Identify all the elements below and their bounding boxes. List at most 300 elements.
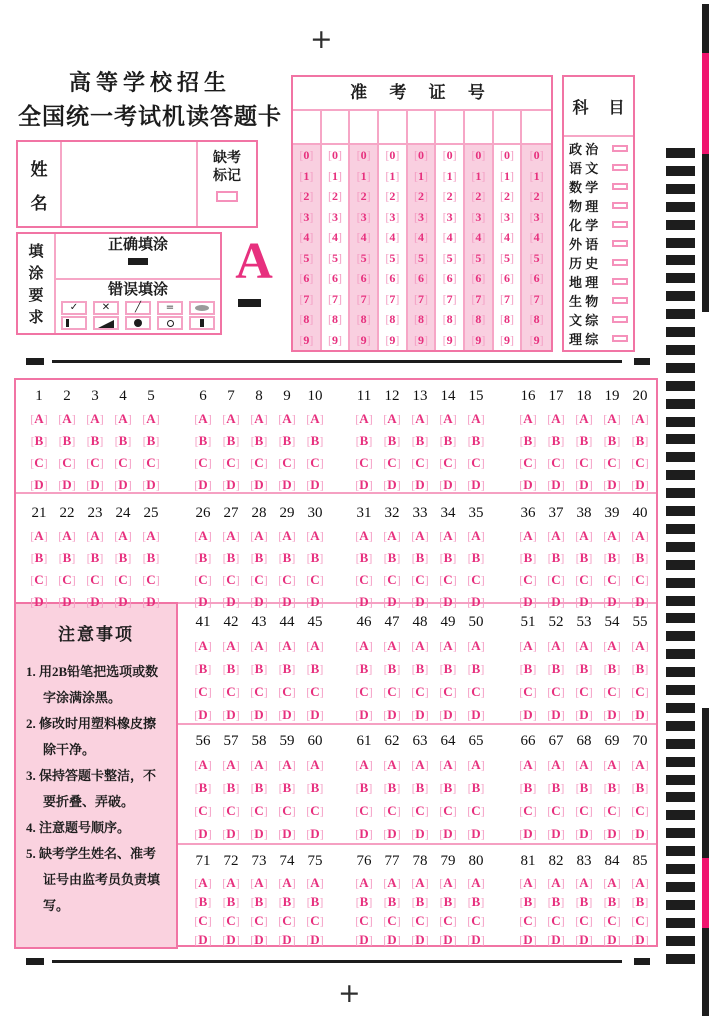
option-bubble[interactable] <box>575 411 592 426</box>
digit-bubble[interactable] <box>357 169 371 183</box>
digit-bubble[interactable] <box>357 251 371 265</box>
option-bubble[interactable] <box>142 455 159 470</box>
option-bubble[interactable] <box>604 894 621 909</box>
option-bubble[interactable] <box>603 594 620 609</box>
option-bubble[interactable] <box>575 684 592 699</box>
option-bubble[interactable] <box>631 707 648 722</box>
digit-bubble[interactable] <box>471 312 485 326</box>
option-bubble[interactable] <box>439 875 456 890</box>
option-bubble[interactable] <box>520 550 537 565</box>
option-bubble[interactable] <box>575 572 592 587</box>
digit-bubble[interactable] <box>530 189 544 203</box>
option-bubble[interactable] <box>467 826 484 841</box>
subject-bubble[interactable] <box>612 164 628 171</box>
option-bubble[interactable] <box>411 528 428 543</box>
option-bubble[interactable] <box>520 780 537 795</box>
option-bubble[interactable] <box>30 572 47 587</box>
option-bubble[interactable] <box>355 913 372 928</box>
option-bubble[interactable] <box>250 572 267 587</box>
digit-bubble[interactable] <box>443 210 457 224</box>
option-bubble[interactable] <box>250 684 267 699</box>
option-bubble[interactable] <box>86 411 103 426</box>
option-bubble[interactable] <box>631 826 648 841</box>
option-bubble[interactable] <box>519 528 536 543</box>
option-bubble[interactable] <box>142 594 159 609</box>
option-bubble[interactable] <box>142 411 159 426</box>
option-bubble[interactable] <box>222 638 239 653</box>
option-bubble[interactable] <box>439 594 456 609</box>
option-bubble[interactable] <box>194 572 211 587</box>
option-bubble[interactable] <box>412 433 429 448</box>
option-bubble[interactable] <box>383 803 400 818</box>
digit-bubble[interactable] <box>500 189 514 203</box>
digit-bubble[interactable] <box>414 292 428 306</box>
option-bubble[interactable] <box>355 684 372 699</box>
digit-bubble[interactable] <box>385 271 399 285</box>
option-bubble[interactable] <box>547 803 564 818</box>
option-bubble[interactable] <box>467 913 484 928</box>
digit-bubble[interactable] <box>443 148 457 162</box>
digit-bubble[interactable] <box>385 230 399 244</box>
option-bubble[interactable] <box>59 550 76 565</box>
option-bubble[interactable] <box>467 572 484 587</box>
digit-bubble[interactable] <box>471 251 485 265</box>
digit-bubble[interactable] <box>500 312 514 326</box>
option-bubble[interactable] <box>143 433 160 448</box>
option-bubble[interactable] <box>278 913 295 928</box>
digit-bubble[interactable] <box>443 169 457 183</box>
option-bubble[interactable] <box>547 684 564 699</box>
option-bubble[interactable] <box>603 684 620 699</box>
option-bubble[interactable] <box>306 572 323 587</box>
option-bubble[interactable] <box>412 894 429 909</box>
ticket-digit-writein-cell[interactable] <box>408 111 435 145</box>
option-bubble[interactable] <box>356 661 373 676</box>
option-bubble[interactable] <box>383 932 400 947</box>
option-bubble[interactable] <box>194 638 211 653</box>
option-bubble[interactable] <box>383 875 400 890</box>
option-bubble[interactable] <box>278 757 295 772</box>
option-bubble[interactable] <box>467 757 484 772</box>
option-bubble[interactable] <box>383 455 400 470</box>
option-bubble[interactable] <box>222 528 239 543</box>
option-bubble[interactable] <box>631 455 648 470</box>
digit-bubble[interactable] <box>500 333 514 347</box>
option-bubble[interactable] <box>307 780 324 795</box>
option-bubble[interactable] <box>251 550 268 565</box>
digit-bubble[interactable] <box>357 210 371 224</box>
digit-bubble[interactable] <box>385 148 399 162</box>
option-bubble[interactable] <box>58 528 75 543</box>
option-bubble[interactable] <box>383 594 400 609</box>
option-bubble[interactable] <box>30 594 47 609</box>
digit-bubble[interactable] <box>328 271 342 285</box>
option-bubble[interactable] <box>194 932 211 947</box>
digit-bubble[interactable] <box>500 148 514 162</box>
option-bubble[interactable] <box>279 780 296 795</box>
option-bubble[interactable] <box>194 594 211 609</box>
option-bubble[interactable] <box>355 875 372 890</box>
option-bubble[interactable] <box>411 932 428 947</box>
option-bubble[interactable] <box>115 433 132 448</box>
option-bubble[interactable] <box>31 433 48 448</box>
option-bubble[interactable] <box>222 932 239 947</box>
option-bubble[interactable] <box>278 594 295 609</box>
digit-bubble[interactable] <box>471 230 485 244</box>
option-bubble[interactable] <box>222 826 239 841</box>
option-bubble[interactable] <box>603 477 620 492</box>
option-bubble[interactable] <box>384 780 401 795</box>
option-bubble[interactable] <box>468 661 485 676</box>
option-bubble[interactable] <box>222 411 239 426</box>
option-bubble[interactable] <box>222 455 239 470</box>
digit-bubble[interactable] <box>414 333 428 347</box>
option-bubble[interactable] <box>355 572 372 587</box>
option-bubble[interactable] <box>631 913 648 928</box>
digit-bubble[interactable] <box>299 189 313 203</box>
digit-bubble[interactable] <box>357 271 371 285</box>
option-bubble[interactable] <box>631 477 648 492</box>
option-bubble[interactable] <box>86 594 103 609</box>
option-bubble[interactable] <box>547 594 564 609</box>
option-bubble[interactable] <box>250 803 267 818</box>
option-bubble[interactable] <box>547 477 564 492</box>
option-bubble[interactable] <box>548 894 565 909</box>
option-bubble[interactable] <box>30 455 47 470</box>
option-bubble[interactable] <box>411 757 428 772</box>
digit-bubble[interactable] <box>443 312 457 326</box>
digit-bubble[interactable] <box>471 189 485 203</box>
option-bubble[interactable] <box>306 684 323 699</box>
digit-bubble[interactable] <box>471 169 485 183</box>
option-bubble[interactable] <box>114 455 131 470</box>
option-bubble[interactable] <box>114 477 131 492</box>
option-bubble[interactable] <box>250 707 267 722</box>
digit-bubble[interactable] <box>443 251 457 265</box>
option-bubble[interactable] <box>603 803 620 818</box>
option-bubble[interactable] <box>86 572 103 587</box>
option-bubble[interactable] <box>58 411 75 426</box>
digit-bubble[interactable] <box>530 230 544 244</box>
option-bubble[interactable] <box>250 875 267 890</box>
option-bubble[interactable] <box>279 661 296 676</box>
option-bubble[interactable] <box>632 780 649 795</box>
option-bubble[interactable] <box>604 550 621 565</box>
option-bubble[interactable] <box>223 780 240 795</box>
option-bubble[interactable] <box>87 433 104 448</box>
name-input-area[interactable] <box>62 142 196 226</box>
option-bubble[interactable] <box>603 757 620 772</box>
option-bubble[interactable] <box>355 638 372 653</box>
option-bubble[interactable] <box>547 638 564 653</box>
option-bubble[interactable] <box>467 455 484 470</box>
option-bubble[interactable] <box>547 757 564 772</box>
option-bubble[interactable] <box>383 684 400 699</box>
digit-bubble[interactable] <box>500 210 514 224</box>
option-bubble[interactable] <box>195 780 212 795</box>
option-bubble[interactable] <box>547 913 564 928</box>
option-bubble[interactable] <box>194 757 211 772</box>
option-bubble[interactable] <box>575 913 592 928</box>
option-bubble[interactable] <box>58 455 75 470</box>
option-bubble[interactable] <box>603 528 620 543</box>
option-bubble[interactable] <box>439 411 456 426</box>
option-bubble[interactable] <box>411 803 428 818</box>
option-bubble[interactable] <box>519 594 536 609</box>
option-bubble[interactable] <box>194 707 211 722</box>
option-bubble[interactable] <box>86 528 103 543</box>
option-bubble[interactable] <box>307 661 324 676</box>
option-bubble[interactable] <box>411 477 428 492</box>
option-bubble[interactable] <box>306 707 323 722</box>
digit-bubble[interactable] <box>299 271 313 285</box>
option-bubble[interactable] <box>222 707 239 722</box>
option-bubble[interactable] <box>439 913 456 928</box>
option-bubble[interactable] <box>632 433 649 448</box>
option-bubble[interactable] <box>439 684 456 699</box>
option-bubble[interactable] <box>440 894 457 909</box>
option-bubble[interactable] <box>278 826 295 841</box>
option-bubble[interactable] <box>547 932 564 947</box>
option-bubble[interactable] <box>250 826 267 841</box>
digit-bubble[interactable] <box>357 292 371 306</box>
subject-bubble[interactable] <box>612 183 628 190</box>
option-bubble[interactable] <box>411 913 428 928</box>
option-bubble[interactable] <box>250 757 267 772</box>
subject-bubble[interactable] <box>612 145 628 152</box>
option-bubble[interactable] <box>383 638 400 653</box>
digit-bubble[interactable] <box>530 169 544 183</box>
option-bubble[interactable] <box>143 550 160 565</box>
digit-bubble[interactable] <box>500 271 514 285</box>
option-bubble[interactable] <box>632 661 649 676</box>
option-bubble[interactable] <box>114 411 131 426</box>
option-bubble[interactable] <box>355 757 372 772</box>
option-bubble[interactable] <box>631 411 648 426</box>
option-bubble[interactable] <box>411 411 428 426</box>
digit-bubble[interactable] <box>299 230 313 244</box>
option-bubble[interactable] <box>278 875 295 890</box>
option-bubble[interactable] <box>30 477 47 492</box>
option-bubble[interactable] <box>576 894 593 909</box>
digit-bubble[interactable] <box>471 210 485 224</box>
option-bubble[interactable] <box>467 528 484 543</box>
option-bubble[interactable] <box>114 528 131 543</box>
option-bubble[interactable] <box>467 638 484 653</box>
option-bubble[interactable] <box>306 638 323 653</box>
option-bubble[interactable] <box>355 411 372 426</box>
option-bubble[interactable] <box>519 477 536 492</box>
digit-bubble[interactable] <box>471 148 485 162</box>
digit-bubble[interactable] <box>385 210 399 224</box>
option-bubble[interactable] <box>86 455 103 470</box>
digit-bubble[interactable] <box>357 189 371 203</box>
option-bubble[interactable] <box>440 661 457 676</box>
option-bubble[interactable] <box>355 594 372 609</box>
digit-bubble[interactable] <box>328 333 342 347</box>
option-bubble[interactable] <box>222 477 239 492</box>
option-bubble[interactable] <box>355 455 372 470</box>
option-bubble[interactable] <box>603 638 620 653</box>
option-bubble[interactable] <box>575 455 592 470</box>
digit-bubble[interactable] <box>414 251 428 265</box>
option-bubble[interactable] <box>632 894 649 909</box>
option-bubble[interactable] <box>468 780 485 795</box>
option-bubble[interactable] <box>439 477 456 492</box>
option-bubble[interactable] <box>223 433 240 448</box>
option-bubble[interactable] <box>519 913 536 928</box>
option-bubble[interactable] <box>439 572 456 587</box>
option-bubble[interactable] <box>194 455 211 470</box>
subject-bubble[interactable] <box>612 202 628 209</box>
option-bubble[interactable] <box>519 572 536 587</box>
option-bubble[interactable] <box>58 594 75 609</box>
option-bubble[interactable] <box>194 411 211 426</box>
option-bubble[interactable] <box>411 875 428 890</box>
digit-bubble[interactable] <box>530 312 544 326</box>
option-bubble[interactable] <box>223 894 240 909</box>
option-bubble[interactable] <box>279 894 296 909</box>
digit-bubble[interactable] <box>328 292 342 306</box>
option-bubble[interactable] <box>142 528 159 543</box>
digit-bubble[interactable] <box>328 169 342 183</box>
option-bubble[interactable] <box>194 875 211 890</box>
option-bubble[interactable] <box>383 913 400 928</box>
option-bubble[interactable] <box>411 638 428 653</box>
option-bubble[interactable] <box>547 572 564 587</box>
digit-bubble[interactable] <box>328 189 342 203</box>
option-bubble[interactable] <box>307 894 324 909</box>
digit-bubble[interactable] <box>500 169 514 183</box>
option-bubble[interactable] <box>575 638 592 653</box>
option-bubble[interactable] <box>306 826 323 841</box>
option-bubble[interactable] <box>547 455 564 470</box>
option-bubble[interactable] <box>384 550 401 565</box>
option-bubble[interactable] <box>520 894 537 909</box>
option-bubble[interactable] <box>195 661 212 676</box>
option-bubble[interactable] <box>222 913 239 928</box>
option-bubble[interactable] <box>278 411 295 426</box>
option-bubble[interactable] <box>440 780 457 795</box>
option-bubble[interactable] <box>439 757 456 772</box>
option-bubble[interactable] <box>307 550 324 565</box>
option-bubble[interactable] <box>575 477 592 492</box>
option-bubble[interactable] <box>412 661 429 676</box>
digit-bubble[interactable] <box>328 230 342 244</box>
digit-bubble[interactable] <box>357 230 371 244</box>
option-bubble[interactable] <box>547 826 564 841</box>
option-bubble[interactable] <box>306 455 323 470</box>
option-bubble[interactable] <box>195 433 212 448</box>
option-bubble[interactable] <box>223 550 240 565</box>
digit-bubble[interactable] <box>471 333 485 347</box>
ticket-digit-writein-cell[interactable] <box>465 111 492 145</box>
option-bubble[interactable] <box>250 528 267 543</box>
option-bubble[interactable] <box>520 661 537 676</box>
option-bubble[interactable] <box>356 433 373 448</box>
option-bubble[interactable] <box>411 455 428 470</box>
option-bubble[interactable] <box>468 550 485 565</box>
digit-bubble[interactable] <box>385 189 399 203</box>
option-bubble[interactable] <box>59 433 76 448</box>
option-bubble[interactable] <box>142 572 159 587</box>
digit-bubble[interactable] <box>328 251 342 265</box>
digit-bubble[interactable] <box>414 230 428 244</box>
option-bubble[interactable] <box>250 913 267 928</box>
option-bubble[interactable] <box>412 550 429 565</box>
option-bubble[interactable] <box>250 594 267 609</box>
option-bubble[interactable] <box>278 707 295 722</box>
option-bubble[interactable] <box>355 932 372 947</box>
option-bubble[interactable] <box>631 528 648 543</box>
subject-bubble[interactable] <box>612 221 628 228</box>
option-bubble[interactable] <box>306 411 323 426</box>
option-bubble[interactable] <box>575 803 592 818</box>
option-bubble[interactable] <box>306 913 323 928</box>
option-bubble[interactable] <box>576 433 593 448</box>
option-bubble[interactable] <box>251 780 268 795</box>
option-bubble[interactable] <box>306 528 323 543</box>
option-bubble[interactable] <box>58 572 75 587</box>
digit-bubble[interactable] <box>471 292 485 306</box>
option-bubble[interactable] <box>307 433 324 448</box>
option-bubble[interactable] <box>411 572 428 587</box>
option-bubble[interactable] <box>306 875 323 890</box>
digit-bubble[interactable] <box>328 148 342 162</box>
subject-bubble[interactable] <box>612 259 628 266</box>
subject-bubble[interactable] <box>612 278 628 285</box>
option-bubble[interactable] <box>306 594 323 609</box>
option-bubble[interactable] <box>250 932 267 947</box>
option-bubble[interactable] <box>356 550 373 565</box>
option-bubble[interactable] <box>58 477 75 492</box>
option-bubble[interactable] <box>467 875 484 890</box>
option-bubble[interactable] <box>30 528 47 543</box>
option-bubble[interactable] <box>632 550 649 565</box>
digit-bubble[interactable] <box>500 292 514 306</box>
option-bubble[interactable] <box>548 433 565 448</box>
option-bubble[interactable] <box>631 684 648 699</box>
option-bubble[interactable] <box>468 894 485 909</box>
option-bubble[interactable] <box>355 477 372 492</box>
option-bubble[interactable] <box>519 757 536 772</box>
option-bubble[interactable] <box>468 433 485 448</box>
option-bubble[interactable] <box>439 528 456 543</box>
option-bubble[interactable] <box>278 638 295 653</box>
option-bubble[interactable] <box>411 826 428 841</box>
option-bubble[interactable] <box>439 455 456 470</box>
digit-bubble[interactable] <box>299 148 313 162</box>
option-bubble[interactable] <box>467 707 484 722</box>
digit-bubble[interactable] <box>357 312 371 326</box>
option-bubble[interactable] <box>356 780 373 795</box>
option-bubble[interactable] <box>306 932 323 947</box>
option-bubble[interactable] <box>306 803 323 818</box>
option-bubble[interactable] <box>575 875 592 890</box>
option-bubble[interactable] <box>115 550 132 565</box>
digit-bubble[interactable] <box>299 210 313 224</box>
option-bubble[interactable] <box>383 572 400 587</box>
option-bubble[interactable] <box>519 803 536 818</box>
option-bubble[interactable] <box>604 780 621 795</box>
option-bubble[interactable] <box>411 594 428 609</box>
digit-bubble[interactable] <box>414 271 428 285</box>
option-bubble[interactable] <box>603 932 620 947</box>
ticket-digit-writein-cell[interactable] <box>494 111 521 145</box>
digit-bubble[interactable] <box>385 251 399 265</box>
option-bubble[interactable] <box>547 875 564 890</box>
option-bubble[interactable] <box>384 894 401 909</box>
